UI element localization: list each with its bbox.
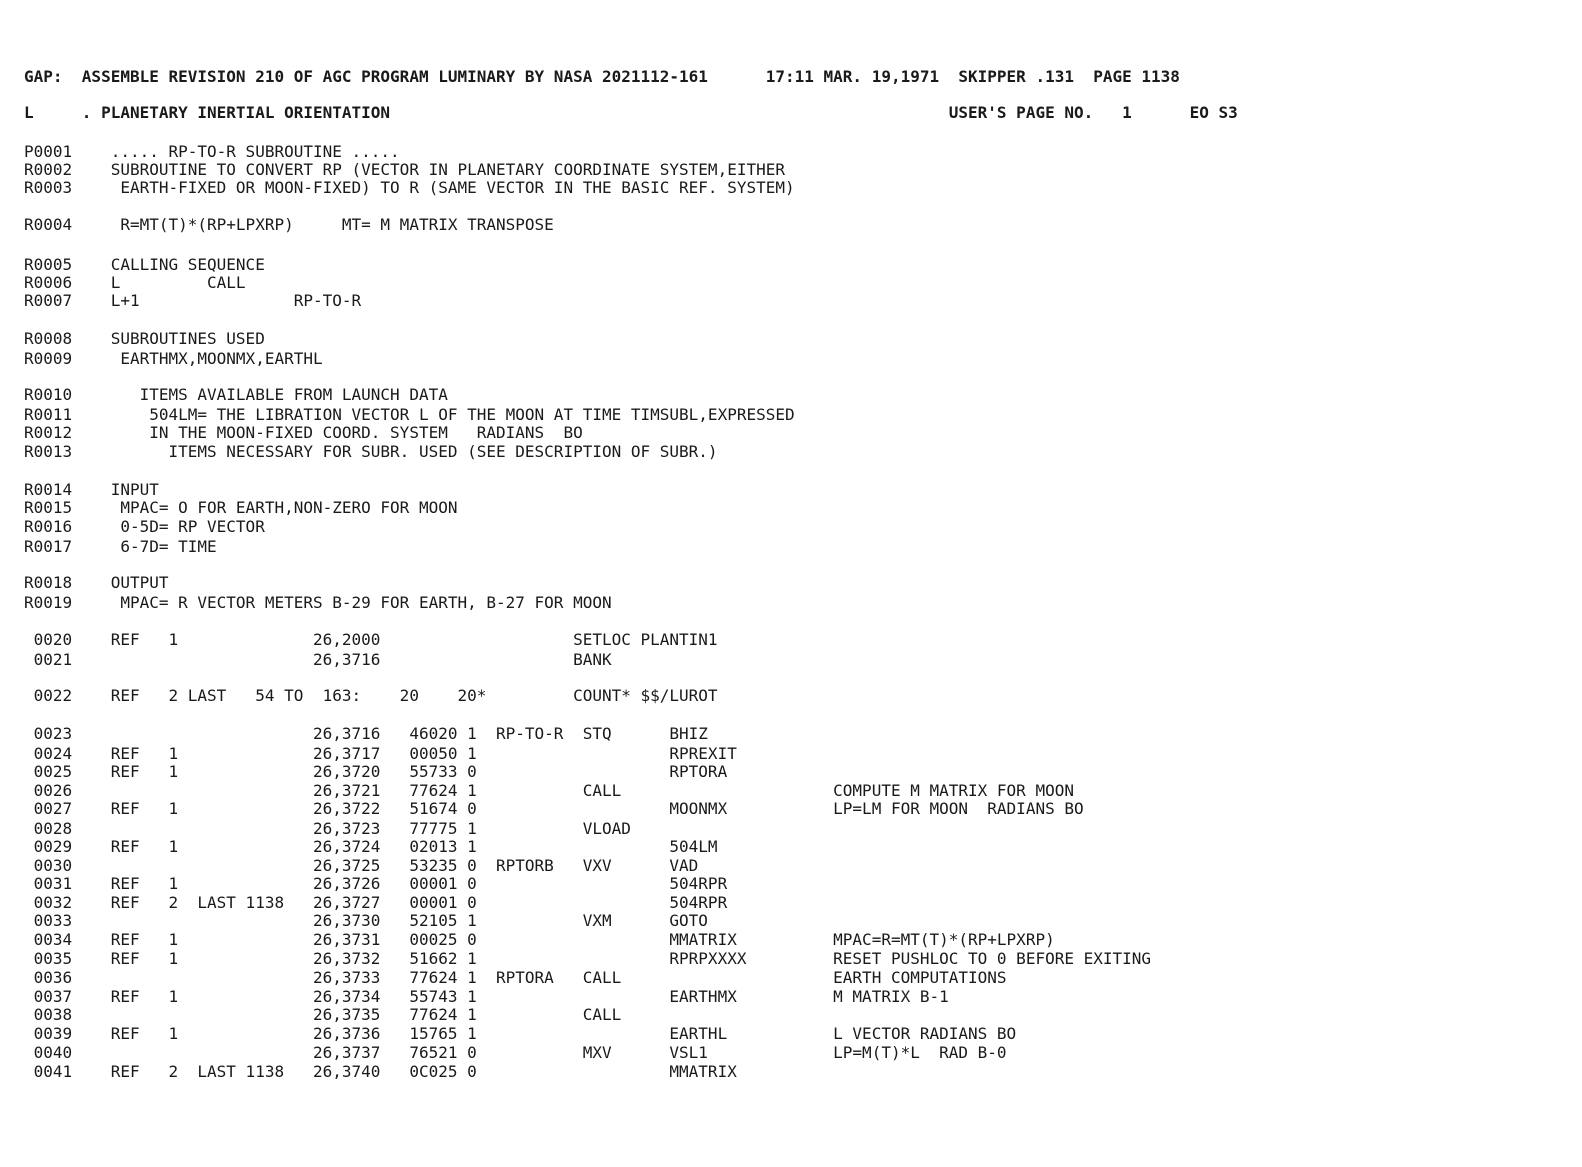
comment-line: R0017 6-7D= TIME bbox=[24, 537, 217, 556]
comment-line: R0016 0-5D= RP VECTOR bbox=[24, 517, 265, 536]
comment-line: R0003 EARTH-FIXED OR MOON-FIXED) TO R (SAME VECTOR IN THE BASIC REF. SYSTEM) bbox=[24, 178, 795, 197]
code-line: 0034 REF 1 26,3731 00025 0 MMATRIX MPAC=R=MT(T)*(RP+LPXRP) bbox=[24, 930, 1055, 949]
comment-line: R0011 504LM= THE LIBRATION VECTOR L OF THE MOON AT TIME TIMSUBL,EXPRESSED bbox=[24, 405, 795, 424]
code-line: 0037 REF 1 26,3734 55743 1 EARTHMX M MATRIX B-1 bbox=[24, 987, 949, 1006]
code-line: 0038 26,3735 77624 1 CALL bbox=[24, 1005, 622, 1024]
code-line: 0021 26,3716 BANK bbox=[24, 650, 612, 669]
code-line: 0022 REF 2 LAST 54 TO 163: 20 20* COUNT* $$/LUROT bbox=[24, 686, 718, 705]
comment-line: R0005 CALLING SEQUENCE bbox=[24, 255, 265, 274]
comment-line: R0006 L CALL bbox=[24, 273, 246, 292]
comment-line: R0009 EARTHMX,MOONMX,EARTHL bbox=[24, 349, 323, 368]
code-line: 0032 REF 2 LAST 1138 26,3727 00001 0 504RPR bbox=[24, 893, 728, 912]
comment-line: R0014 INPUT bbox=[24, 480, 159, 499]
header-line-1: GAP: ASSEMBLE REVISION 210 OF AGC PROGRAM LUMINARY BY NASA 2021112-161 17:11 MAR. 19,1971 SKIPPER .131 PAGE 1138 bbox=[24, 67, 1180, 86]
code-line: 0029 REF 1 26,3724 02013 1 504LM bbox=[24, 837, 718, 856]
comment-line: R0012 IN THE MOON-FIXED COORD. SYSTEM RADIANS BO bbox=[24, 423, 583, 442]
code-line: 0020 REF 1 26,2000 SETLOC PLANTIN1 bbox=[24, 630, 718, 649]
comment-line: R0002 SUBROUTINE TO CONVERT RP (VECTOR IN PLANETARY COORDINATE SYSTEM,EITHER bbox=[24, 160, 785, 179]
comment-line: R0007 L+1 RP-TO-R bbox=[24, 291, 362, 310]
code-line: 0039 REF 1 26,3736 15765 1 EARTHL L VECTOR RADIANS BO bbox=[24, 1024, 1017, 1043]
code-line: 0026 26,3721 77624 1 CALL COMPUTE M MATRIX FOR MOON bbox=[24, 781, 1074, 800]
comment-line: R0008 SUBROUTINES USED bbox=[24, 329, 265, 348]
comment-line: P0001 ..... RP-TO-R SUBROUTINE ..... bbox=[24, 142, 400, 161]
code-line: 0035 REF 1 26,3732 51662 1 RPRPXXXX RESET PUSHLOC TO 0 BEFORE EXITING bbox=[24, 949, 1152, 968]
code-line: 0033 26,3730 52105 1 VXM GOTO bbox=[24, 911, 708, 930]
code-line: 0036 26,3733 77624 1 RPTORA CALL EARTH COMPUTATIONS bbox=[24, 968, 1007, 987]
comment-line: R0018 OUTPUT bbox=[24, 573, 169, 592]
code-line: 0031 REF 1 26,3726 00001 0 504RPR bbox=[24, 874, 728, 893]
header-line-2: L . PLANETARY INERTIAL ORIENTATION USER'S PAGE NO. 1 EO S3 bbox=[24, 103, 1238, 122]
code-line: 0025 REF 1 26,3720 55733 0 RPTORA bbox=[24, 762, 728, 781]
code-line: 0027 REF 1 26,3722 51674 0 MOONMX LP=LM FOR MOON RADIANS BO bbox=[24, 799, 1084, 818]
comment-line: R0019 MPAC= R VECTOR METERS B-29 FOR EARTH, B-27 FOR MOON bbox=[24, 593, 612, 612]
comment-line: R0010 ITEMS AVAILABLE FROM LAUNCH DATA bbox=[24, 385, 448, 404]
comment-line: R0013 ITEMS NECESSARY FOR SUBR. USED (SEE DESCRIPTION OF SUBR.) bbox=[24, 442, 718, 461]
code-line: 0028 26,3723 77775 1 VLOAD bbox=[24, 819, 631, 838]
comment-line: R0015 MPAC= O FOR EARTH,NON-ZERO FOR MOON bbox=[24, 498, 458, 517]
code-line: 0024 REF 1 26,3717 00050 1 RPREXIT bbox=[24, 744, 737, 763]
code-line: 0023 26,3716 46020 1 RP-TO-R STQ BHIZ bbox=[24, 724, 708, 743]
comment-line: R0004 R=MT(T)*(RP+LPXRP) MT= M MATRIX TRANSPOSE bbox=[24, 215, 554, 234]
code-line: 0040 26,3737 76521 0 MXV VSL1 LP=M(T)*L RAD B-0 bbox=[24, 1043, 1007, 1062]
code-line: 0041 REF 2 LAST 1138 26,3740 0C025 0 MMATRIX bbox=[24, 1062, 737, 1081]
code-line: 0030 26,3725 53235 0 RPTORB VXV VAD bbox=[24, 856, 699, 875]
